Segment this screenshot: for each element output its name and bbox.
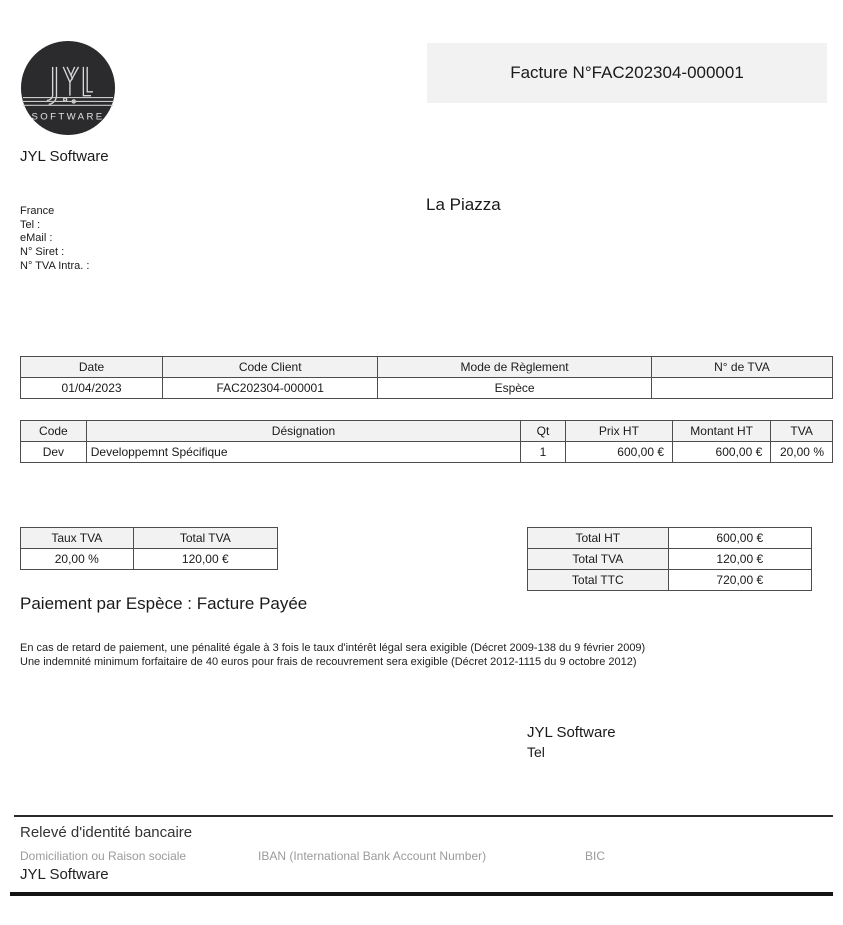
company-logo-graphic (20, 40, 116, 136)
total-ttc-row (528, 570, 812, 591)
invoice-items-table (20, 420, 833, 463)
client-name: La Piazza (426, 195, 501, 214)
signature-block (527, 724, 616, 760)
legal-line: Une indemnité minimum forfaitaire de 40 euros pour frais de recouvrement sera exigible (Décret 2012-1115 du 9 octobre 2012) (20, 656, 637, 668)
info-value-date: 01/04/2023 (21, 378, 163, 399)
total-ht-value: 600,00 € (668, 528, 811, 549)
tva-summary-table (20, 527, 278, 570)
items-header-montant-ht: Montant HT (673, 421, 771, 442)
total-tva-value: 120,00 € (668, 549, 811, 570)
tva-header-taux: Taux TVA (21, 528, 134, 549)
total-ttc-value: 720,00 € (668, 570, 811, 591)
info-value-num-tva (651, 378, 832, 399)
bank-section-divider (14, 815, 833, 817)
item-tva: 20,00 % (771, 442, 833, 463)
address-line: N° Siret : (20, 246, 65, 259)
address-line: France (20, 205, 55, 217)
item-prix-ht: 600,00 € (565, 442, 672, 463)
tva-header-total: Total TVA (133, 528, 277, 549)
total-ht-row (528, 528, 812, 549)
info-header-mode-reglement: Mode de Règlement (378, 357, 652, 378)
bank-account-holder: JYL Software (20, 866, 109, 883)
legal-line: En cas de retard de paiement, une pénalité égale à 3 fois le taux d'intérêt légal sera exigible (Décret 2009-138 du 9 février 2009) (20, 642, 646, 654)
items-table-header-row (21, 421, 833, 442)
total-tva-row (528, 549, 812, 570)
items-header-code: Code (21, 421, 87, 442)
signature-tel: Tel (527, 744, 545, 760)
logo-caption: SOFTWARE (31, 111, 105, 123)
total-ttc-label: Total TTC (528, 570, 669, 591)
info-header-code-client: Code Client (163, 357, 378, 378)
total-ht-label: Total HT (528, 528, 669, 549)
totals-table (527, 527, 812, 591)
legal-text (20, 641, 645, 669)
items-table-row (21, 442, 833, 463)
info-table-value-row (21, 378, 833, 399)
items-header-prix-ht: Prix HT (565, 421, 672, 442)
items-header-designation: Désignation (86, 421, 520, 442)
invoice-title-box (427, 43, 827, 103)
address-line: N° TVA Intra. : (20, 259, 90, 272)
tva-taux-value: 20,00 % (21, 549, 134, 570)
info-value-code-client: FAC202304-000001 (163, 378, 378, 399)
item-qt: 1 (521, 442, 566, 463)
info-table-header-row (21, 357, 833, 378)
address-line: eMail : (20, 232, 53, 245)
page-bottom-rule (10, 892, 833, 896)
info-value-mode-reglement: Espèce (378, 378, 652, 399)
payment-note: Paiement par Espèce : Facture Payée (20, 594, 308, 613)
bank-col-domiciliation: Domiciliation ou Raison sociale (20, 849, 187, 863)
address-line: Tel : (20, 218, 41, 231)
info-header-num-tva: N° de TVA (651, 357, 832, 378)
company-logo (20, 40, 116, 136)
item-montant-ht: 600,00 € (673, 442, 771, 463)
tva-table-header-row (21, 528, 278, 549)
company-address (20, 205, 89, 274)
invoice-title: Facture N°FAC202304-000001 (510, 63, 744, 82)
item-designation: Developpemnt Spécifique (86, 442, 520, 463)
company-name: JYL Software (20, 148, 109, 165)
items-header-tva: TVA (771, 421, 833, 442)
tva-total-value: 120,00 € (133, 549, 277, 570)
bank-col-iban: IBAN (International Bank Account Number) (258, 849, 487, 863)
signature-company-name: JYL Software (527, 724, 616, 741)
bank-col-bic: BIC (585, 849, 606, 863)
tva-table-row (21, 549, 278, 570)
bank-section-title: Relevé d'identité bancaire (20, 824, 193, 841)
item-code: Dev (21, 442, 87, 463)
invoice-info-table (20, 356, 833, 399)
info-header-date: Date (21, 357, 163, 378)
items-header-qt: Qt (521, 421, 566, 442)
total-tva-label: Total TVA (528, 549, 669, 570)
